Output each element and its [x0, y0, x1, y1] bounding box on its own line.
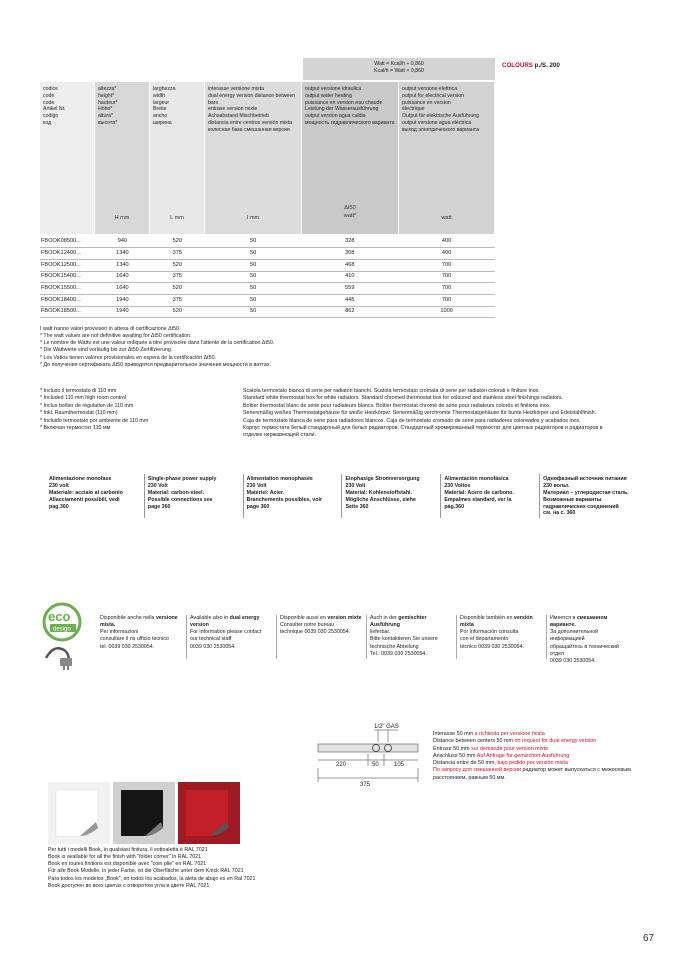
interaxis-line: Anschluss 50 mm Auf Anfrage für gemischter Ausführung: [433, 752, 570, 759]
thermostat-box-notes: Scatola termostato bianca di serie per radiatori bianchi. Scatola termostato cromata di serie per radiatori colorati e finiture inox. Standard white thermostat box for white radiators. Standard chromed thermostat box for coloured and stainless steel finishings radiators. Boîtier thermostat blanc de série pour radiateurs blancs. Boîtier thermostat chromé de série pour radiateurs colorés et finitions inox. Serienmäßig weißes Thermostatgehäuse für weiße Heizkörper. Serienmäßig verchromte Thermostatgehäuse für bunte Heizkörper und Edelstahlfinish. Caja de termostato blanca de serie para radiadores blancos. Caja de termostato cromado de serie para radiadores coloreados y acabados inox. Корпус термостата белый стандартный для белых радиаторов. Стандартный хромированный термостат для цветных радиаторов и радиаторов в отделке нержавеющей стали.: [243, 388, 603, 439]
cell-code: FBOOK15400...: [40, 271, 95, 283]
dim-375: 375: [360, 782, 371, 788]
dim-50: 50: [372, 762, 379, 768]
power-block: Alimentation monophasée 230 Volt Matériel: Acier. Branchements possibles, voir page 360: [244, 474, 343, 518]
watt-notes: I watt hanno valori provvisori in attesa di certificazione Δt50. * The watt values are not definitive awaiting for Δt50 certification. * Le nombre de Watts est une valeur indiquée à titre provisoire dans l'attente de la certification Δt50. * Die Wattwerte sind vorläufig bis zur Δt50 Zertifizierung. * Los Vatios tienen valores provisionales en espera de la certificación Δt50. * До получения сертификата Δt50 приводятся предварительное значения мощности в ваттах.: [40, 326, 275, 368]
mixed-block: Available also in dual energy version For information please contact our technical staff 0039 030 2530054.: [187, 615, 277, 659]
formula-line-1: Watt = Kcal/h ÷ 0,860: [374, 61, 424, 67]
mixed-block: Имеется в смешанном варианте. За дополнительной информацией обращайтесь в технический отдел 0039 030 2530054.: [550, 615, 619, 664]
finish-swatches: [48, 782, 240, 844]
cell-code: FBOOK12400...: [40, 248, 95, 260]
mixed-block: Disponibile anche nella versione mista. Per informazioni consultare il ns ufficio tecnico tel. 0039 030 2530054.: [97, 615, 187, 659]
table-row: [40, 248, 495, 260]
header-code: codice code code Artikel Nr. codigo код: [40, 82, 95, 234]
cell-code: FBOOK15500...: [40, 283, 95, 295]
cell-code: FBOOK18400...: [40, 294, 95, 306]
interaxis-notes: [433, 731, 643, 782]
cell-i: 50: [205, 283, 302, 295]
cell-i: 50: [205, 248, 302, 260]
product-table: [40, 236, 495, 318]
cell-i: 50: [205, 306, 302, 318]
watt-conversion-box: [303, 58, 495, 80]
cell-h: 940: [95, 236, 150, 248]
header-interaxis: interasse versione mista dual energy version distance between bars entraxe version mixte Achsabstand Mischbetrieb distancia entre centros versión mixta колесная база смешанная версия I mm: [205, 82, 302, 234]
output-electric-unit: watt: [441, 214, 452, 221]
cell-h: 1340: [95, 259, 150, 271]
power-block: Einphasige Stromversorgung 230 Volt Material: Kohlenstoffstahl. Mögliche Anschlüsse, siehe Seite 360: [342, 474, 441, 518]
table-row: [40, 306, 495, 318]
width-unit: L mm: [170, 214, 184, 221]
book-caption: Per tutti i modelli Book, in qualsiasi finitura, il sottoaletta è RAL 7021 Book is available for all the finish with "folder corner" in RAL 7021 Book en toutes finitions est disponible avec "coin plie" en RAL 7021 Für alle Book Modelle, in jeder Farbe, ist die Oberfläche unter dem Knick RAL 7021 Para todos los modelos „Book", en todos los acabados, la aleta de abajo es en Ral 7021 Book доступен во всех цветах с отворотом угла в цвете RAL 7021: [48, 847, 256, 889]
colours-label: COLOURS: [502, 62, 533, 69]
power-block: Однофазный источник питания 230 вольт. Материал – углеродистая сталь. Возможные варианты гидравлических соединений см. на с. 360: [543, 476, 629, 517]
cell-elec: 400: [398, 236, 495, 248]
interaxis-line: Entraxe 50 mm sur demande pour version mixte: [433, 745, 549, 752]
cell-h: 1640: [95, 283, 150, 295]
cell-l: 375: [150, 294, 205, 306]
gas-label: 1/2" GAS: [374, 724, 399, 730]
cell-i: 50: [205, 271, 302, 283]
interaxis-unit: I mm: [246, 214, 260, 221]
cell-elec: 1000: [398, 306, 495, 318]
cell-water: 308: [301, 248, 398, 260]
table-row: [40, 236, 495, 248]
table-row: [40, 283, 495, 295]
dim-105: 105: [394, 762, 405, 768]
cell-l: 520: [150, 259, 205, 271]
cell-elec: 700: [398, 271, 495, 283]
cell-l: 520: [150, 306, 205, 318]
cell-i: 50: [205, 294, 302, 306]
mixed-block: Disponible también en versión mixta Por información consulta con el departamento técnico 0039 030 2530054.: [457, 615, 547, 659]
cell-h: 1940: [95, 294, 150, 306]
design-word: design: [53, 626, 71, 633]
cell-l: 375: [150, 248, 205, 260]
header-height: altezza* height* hauteur* Höhe* altura* высота* H mm: [95, 82, 150, 234]
cell-l: 520: [150, 236, 205, 248]
power-block: Single-phase power supply 230 Volt Material: carbon-steel. Possible connections see page 360: [145, 474, 244, 518]
header-output-water: output versione idraulica output water heating puissance en version eau chaude Leistung der Wasserausführung output version agua caldia мощность гидравлического варианта Δt50 watt*: [302, 82, 399, 234]
dim-220: 220: [336, 762, 347, 768]
formula-line-2: Kcal/h = Watt × 0,860: [374, 67, 424, 74]
interaxis-line: Interasse 50 mm a richiesta per versione mista: [433, 731, 545, 737]
page-number: 67: [643, 933, 655, 944]
cell-code: FBOOK12500...: [40, 259, 95, 271]
cell-code: FBOOK08500...: [40, 236, 95, 248]
interaxis-line: Distance between centers 50 mm on request for dual energy version: [433, 738, 597, 745]
eco-design-logo: [40, 600, 96, 672]
cell-code: FBOOK18500...: [40, 306, 95, 318]
cell-water: 862: [301, 306, 398, 318]
mixed-version-info: [97, 615, 637, 664]
cell-l: 520: [150, 283, 205, 295]
mixed-block: Disponible aussi en version mixte Consulter notre bureau technique 0039 030 2530054.: [277, 615, 367, 659]
cell-elec: 700: [398, 294, 495, 306]
interaxis-line: Distancia entre de 50 mm, bajo pedido por versión mixta: [433, 760, 568, 767]
table-row: [40, 271, 495, 283]
cell-l: 375: [150, 271, 205, 283]
header-output-electric: output versione elettrica output for electrical version puissance en version électrique Output für elektrische Ausführung output versione agua eléctrica выход электрического варианта watt: [399, 82, 495, 234]
colours-reference: [502, 62, 560, 70]
cell-i: 50: [205, 236, 302, 248]
table-header: [40, 82, 495, 234]
colours-page: p./S. 200: [534, 62, 560, 69]
power-block: Alimentación monofásica 230 Voltos Material: Acero de carbono. Empalmes standard, ver la pág.360: [441, 474, 540, 518]
cell-i: 50: [205, 259, 302, 271]
cell-elec: 400: [398, 248, 495, 260]
header-width: larghezza width largeur Breite ancho ширина L mm: [150, 82, 205, 234]
table-row: [40, 294, 495, 306]
output-water-unit: Δt50 watt*: [343, 205, 357, 219]
cell-water: 328: [301, 236, 398, 248]
power-block: Alimentazione monofase 230 volt Materiale: acciaio al carbonio Allacciamenti possibili, vedi pag.360: [46, 474, 145, 518]
cell-h: 1340: [95, 248, 150, 260]
cell-elec: 700: [398, 259, 495, 271]
height-unit: H mm: [114, 214, 130, 221]
table-row: [40, 259, 495, 271]
power-supply-info: [46, 474, 639, 518]
cell-water: 410: [301, 271, 398, 283]
cell-water: 445: [301, 294, 398, 306]
thermostat-included: * Incluso il termostato di 110 mm * Included 110 mm high room control * Inclus boîtier de régulation de 110 mm * Inkl. Raumthermostat (110 mm) * Incluido termostato por ambiente de 110 mm * Включая термостат 110 мм: [40, 388, 149, 432]
cell-h: 1940: [95, 306, 150, 318]
cell-elec: 700: [398, 283, 495, 295]
cell-water: 559: [301, 283, 398, 295]
connection-diagram: [316, 720, 426, 790]
cell-water: 468: [301, 259, 398, 271]
interaxis-line: По запросу для смешанной версии радиатор может выпускаться с межосевым расстоянием, равным 50 мм.: [433, 767, 631, 781]
cell-h: 1640: [95, 271, 150, 283]
eco-word: eco: [48, 609, 71, 624]
mixed-block: Auch in der gemischter Ausführung lieferbar. Bitte kontaktieren Sie unsere technische Abteilung Tel.: 0039 030 2530054.: [367, 615, 457, 659]
